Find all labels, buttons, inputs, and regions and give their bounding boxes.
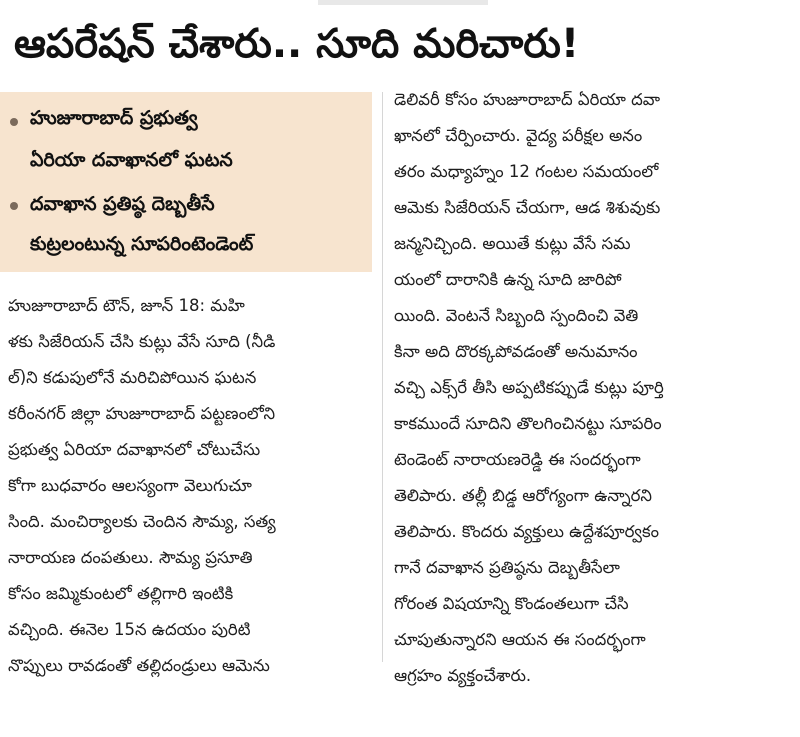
paragraph-line: ల్)ని కడుపులోనే మరిచిపోయిన ఘటన xyxy=(8,368,257,387)
paragraph-line: ప్రభుత్వ ఏరియా దవాఖానలో చోటుచేసు xyxy=(8,440,261,459)
paragraph-line: తరం మధ్యాహ్నం 12 గంటల సమయంలో xyxy=(394,162,659,181)
highlight-line: ఏరియా దవాఖానలో ఘటన xyxy=(30,149,233,171)
paragraph-line: కినా అది దొరక్కపోవడంతో అనుమానం xyxy=(394,342,638,361)
paragraph-line: వచ్చి ఎక్స్‌రే తీసి అప్పటికప్పుడే కుట్లు పూర్తి xyxy=(394,378,664,397)
paragraph-line: నొప్పులు రావడంతో తల్లిదండ్రులు ఆమెను xyxy=(8,656,270,675)
highlight-box xyxy=(0,92,372,272)
paragraph-line: కరీంనగర్ జిల్లా హుజూరాబాద్ పట్టణంలోని xyxy=(8,404,276,423)
paragraph-line: కాకముందే సూదిని తొలగించినట్టు సూపరిం xyxy=(394,414,662,433)
paragraph-line: చూపుతున్నారని ఆయన ఈ సందర్భంగా xyxy=(394,630,646,649)
paragraph-line: నారాయణ దంపతులు. సౌమ్య ప్రసూతి xyxy=(8,548,253,567)
highlight-line: హుజూరాబాద్ ప్రభుత్వ xyxy=(30,107,198,129)
paragraph-line: జన్మనిచ్చింది. అయితే కుట్లు వేసే సమ xyxy=(394,234,631,253)
paragraph-line: యింది. వెంటనే సిబ్బంది స్పందించి వెతి xyxy=(394,306,639,325)
column-divider xyxy=(382,92,383,662)
highlight-line: దవాఖాన ప్రతిష్ఠ దెబ్బతీసే xyxy=(30,193,215,215)
paragraph-line: వచ్చింది. ఈనెల 15న ఉదయం పురిటి xyxy=(8,620,251,639)
paragraph-line: తెలిపారు. తల్లీ బిడ్డ ఆరోగ్యంగా ఉన్నారని xyxy=(394,486,652,505)
paragraph-line: హుజూరాబాద్ టౌన్, జూన్ 18: మహి xyxy=(8,296,245,315)
paragraph-line: గానే దవాఖాన ప్రతిష్ఠను దెబ్బతీసేలా xyxy=(394,558,620,577)
paragraph-line: సింది. మంచిర్యాలకు చెందిన సౌమ్య, సత్య xyxy=(8,512,276,531)
paragraph-line: టెండెంట్ నారాయణరెడ్డి ఈ సందర్భంగా xyxy=(394,450,641,469)
paragraph-line: యంలో దారానికి ఉన్న సూది జారిపో xyxy=(394,270,622,289)
top-rule xyxy=(318,0,488,5)
headline: ఆపరేషన్ చేశారు.. సూది మరిచారు! xyxy=(14,21,580,67)
bullet-icon xyxy=(10,202,18,210)
paragraph-line: డెలివరీ కోసం హుజూరాబాద్ ఏరియా దవా xyxy=(394,90,661,109)
paragraph-line: ఖానలో చేర్పించారు. వైద్య పరీక్షల అనం xyxy=(394,126,643,145)
paragraph-line: గోరంత విషయాన్ని కొండంతలుగా చేసి xyxy=(394,594,629,613)
paragraph-line: కోసం జమ్మికుంటలో తల్లిగారి ఇంటికి xyxy=(8,584,234,603)
paragraph-line: ఆమెకు సిజేరియన్ చేయగా, ఆడ శిశువుకు xyxy=(394,198,661,217)
paragraph-line: తెలిపారు. కొందరు వ్యక్తులు ఉద్దేశపూర్వకం xyxy=(394,522,659,541)
paragraph-line: ఆగ్రహం వ్యక్తంచేశారు. xyxy=(394,666,532,685)
paragraph-line: ళకు సిజేరియన్ చేసి కుట్లు వేసే సూది (నీడి xyxy=(8,332,276,351)
paragraph-line: కోగా బుధవారం ఆలస్యంగా వెలుగుచూ xyxy=(8,476,252,495)
bullet-icon xyxy=(10,118,18,126)
highlight-line: కుట్రలంటున్న సూపరింటెండెంట్ xyxy=(30,233,254,255)
